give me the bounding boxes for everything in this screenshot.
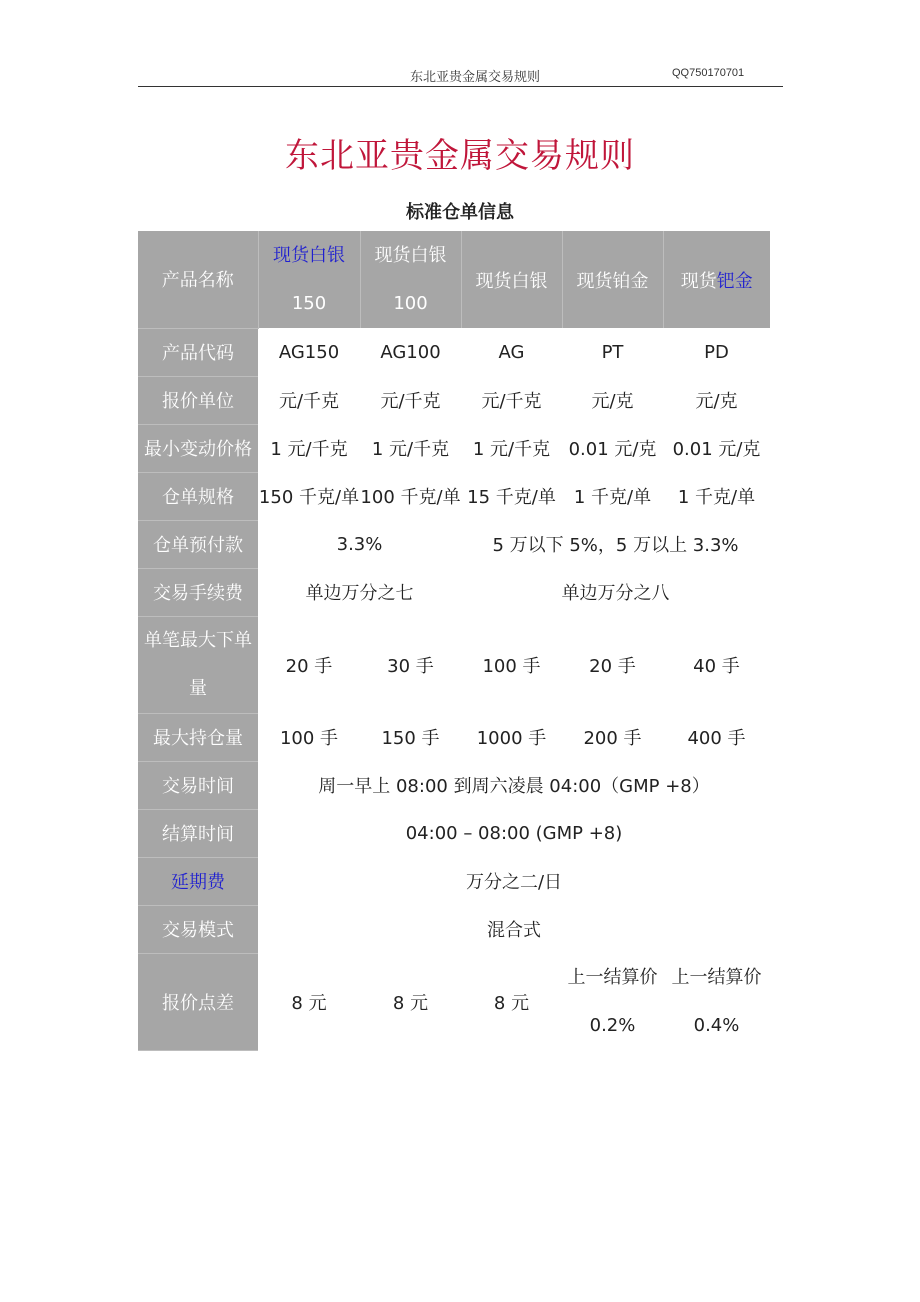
table-row: [138, 568, 770, 616]
table-cell: 8 元: [392, 992, 429, 1014]
table-cell: 1 元/千克: [270, 439, 348, 460]
product-name-line2: 150: [291, 292, 327, 314]
header-qq: QQ750170701: [672, 67, 745, 79]
table-cell: 混合式: [487, 920, 541, 941]
table-cell: 0.01 元/克: [568, 439, 657, 460]
cell-line2: 0.4%: [693, 1014, 740, 1036]
row-label: [138, 857, 258, 905]
row-label-line2: 量: [189, 677, 207, 699]
table-cell: 单边万分之七: [305, 583, 414, 604]
product-name-link: 钯金: [716, 270, 753, 292]
table-cell: 100 手: [482, 655, 541, 677]
row-label: 最大持仓量: [138, 713, 258, 761]
table-cell: 5 万以下 5%，5 万以上 3.3%: [492, 535, 739, 556]
table-row: [138, 376, 770, 424]
table-cell: 200 手: [583, 728, 642, 749]
table-cell: 元/千克: [481, 391, 542, 412]
product-name-line2: 100: [393, 292, 428, 314]
row-label: 产品名称: [138, 231, 258, 328]
table-cell: 40 手: [693, 655, 740, 677]
table-cell: 150 手: [381, 728, 440, 749]
row-label: 产品代码: [138, 328, 258, 376]
product-name-line1: 现货白银: [374, 244, 447, 266]
table-cell: 8 元: [291, 992, 327, 1014]
table-row: [138, 616, 770, 713]
table-row: [138, 472, 770, 520]
table-cell: AG100: [380, 341, 441, 363]
table-cell: 150 千克/单: [258, 487, 360, 508]
product-header: [663, 231, 770, 328]
running-header: [138, 64, 783, 87]
table-cell: 1 千克/单: [677, 487, 756, 508]
table-cell: PD: [704, 341, 729, 363]
table-cell: AG: [498, 341, 525, 363]
table-cell: 单边万分之八: [561, 583, 670, 604]
row-label: 交易手续费: [138, 568, 258, 616]
row-label: 报价点差: [138, 953, 258, 1050]
table-cell: 20 手: [589, 655, 636, 677]
table-cell: 1 元/千克: [371, 439, 450, 460]
row-label-link: 延期费: [171, 872, 225, 893]
row-label-line1: 单笔最大下单: [144, 629, 252, 651]
table-cell: 1 千克/单: [573, 487, 652, 508]
table-cell: AG150: [278, 341, 340, 363]
row-label: 仓单规格: [138, 472, 258, 520]
table-cell: 1 元/千克: [472, 439, 551, 460]
table-cell: 万分之二/日: [465, 872, 563, 893]
page-title: 东北亚贵金属交易规则: [285, 136, 635, 176]
table-cell: 元/克: [695, 391, 738, 412]
table-row: [138, 953, 770, 1050]
table-row: [138, 424, 770, 472]
table-cell: 8 元: [493, 992, 530, 1014]
table-row: [138, 905, 770, 953]
row-label: [138, 616, 258, 713]
table-cell: 1000 手: [476, 728, 547, 749]
table-row: [138, 761, 770, 809]
table-cell: 400 手: [687, 728, 746, 749]
product-name-part: 现货: [680, 270, 717, 292]
table-cell: 周一早上 08:00 到周六凌晨 04:00（GMP +8）: [318, 776, 710, 797]
table-cell: 04:00 – 08:00 (GMP +8): [405, 822, 623, 844]
product-header: [258, 231, 360, 328]
table-cell: 15 千克/单: [467, 487, 556, 508]
table-row: [138, 520, 770, 568]
row-label: 交易模式: [138, 905, 258, 953]
row-label: 仓单预付款: [138, 520, 258, 568]
row-label: 交易时间: [138, 761, 258, 809]
table-row: [138, 857, 770, 905]
table-cell: [663, 953, 770, 1050]
table-row: [138, 809, 770, 857]
cell-line1: 上一结算价: [567, 966, 658, 988]
table-row: [138, 231, 770, 328]
row-label: 最小变动价格: [138, 424, 258, 472]
table-cell: 元/克: [591, 391, 634, 412]
table-cell: 100 手: [279, 728, 339, 749]
table-cell: [562, 953, 663, 1050]
table-row: [138, 713, 770, 761]
cell-line2: 0.2%: [589, 1014, 636, 1036]
product-name-line1: 现货白银: [273, 244, 345, 266]
table-cell: PT: [601, 341, 624, 363]
table-cell: 元/千克: [278, 391, 340, 412]
table-cell: 元/千克: [380, 391, 441, 412]
product-header: 现货白银: [461, 231, 562, 328]
table-row: [138, 328, 770, 376]
row-label: 结算时间: [138, 809, 258, 857]
section-title: 标准仓单信息: [406, 202, 514, 223]
table-cell: 20 手: [285, 655, 333, 677]
product-header: 现货铂金: [562, 231, 663, 328]
table-cell: 0.01 元/克: [672, 439, 761, 460]
table-cell: 100 千克/单: [360, 487, 461, 508]
table-cell: 3.3%: [336, 533, 383, 555]
spec-table: [138, 231, 770, 1051]
table-cell: 30 手: [387, 655, 434, 677]
row-label: 报价单位: [138, 376, 258, 424]
header-doc-title: 东北亚贵金属交易规则: [410, 70, 541, 85]
cell-line1: 上一结算价: [671, 966, 762, 988]
product-header: [360, 231, 461, 328]
